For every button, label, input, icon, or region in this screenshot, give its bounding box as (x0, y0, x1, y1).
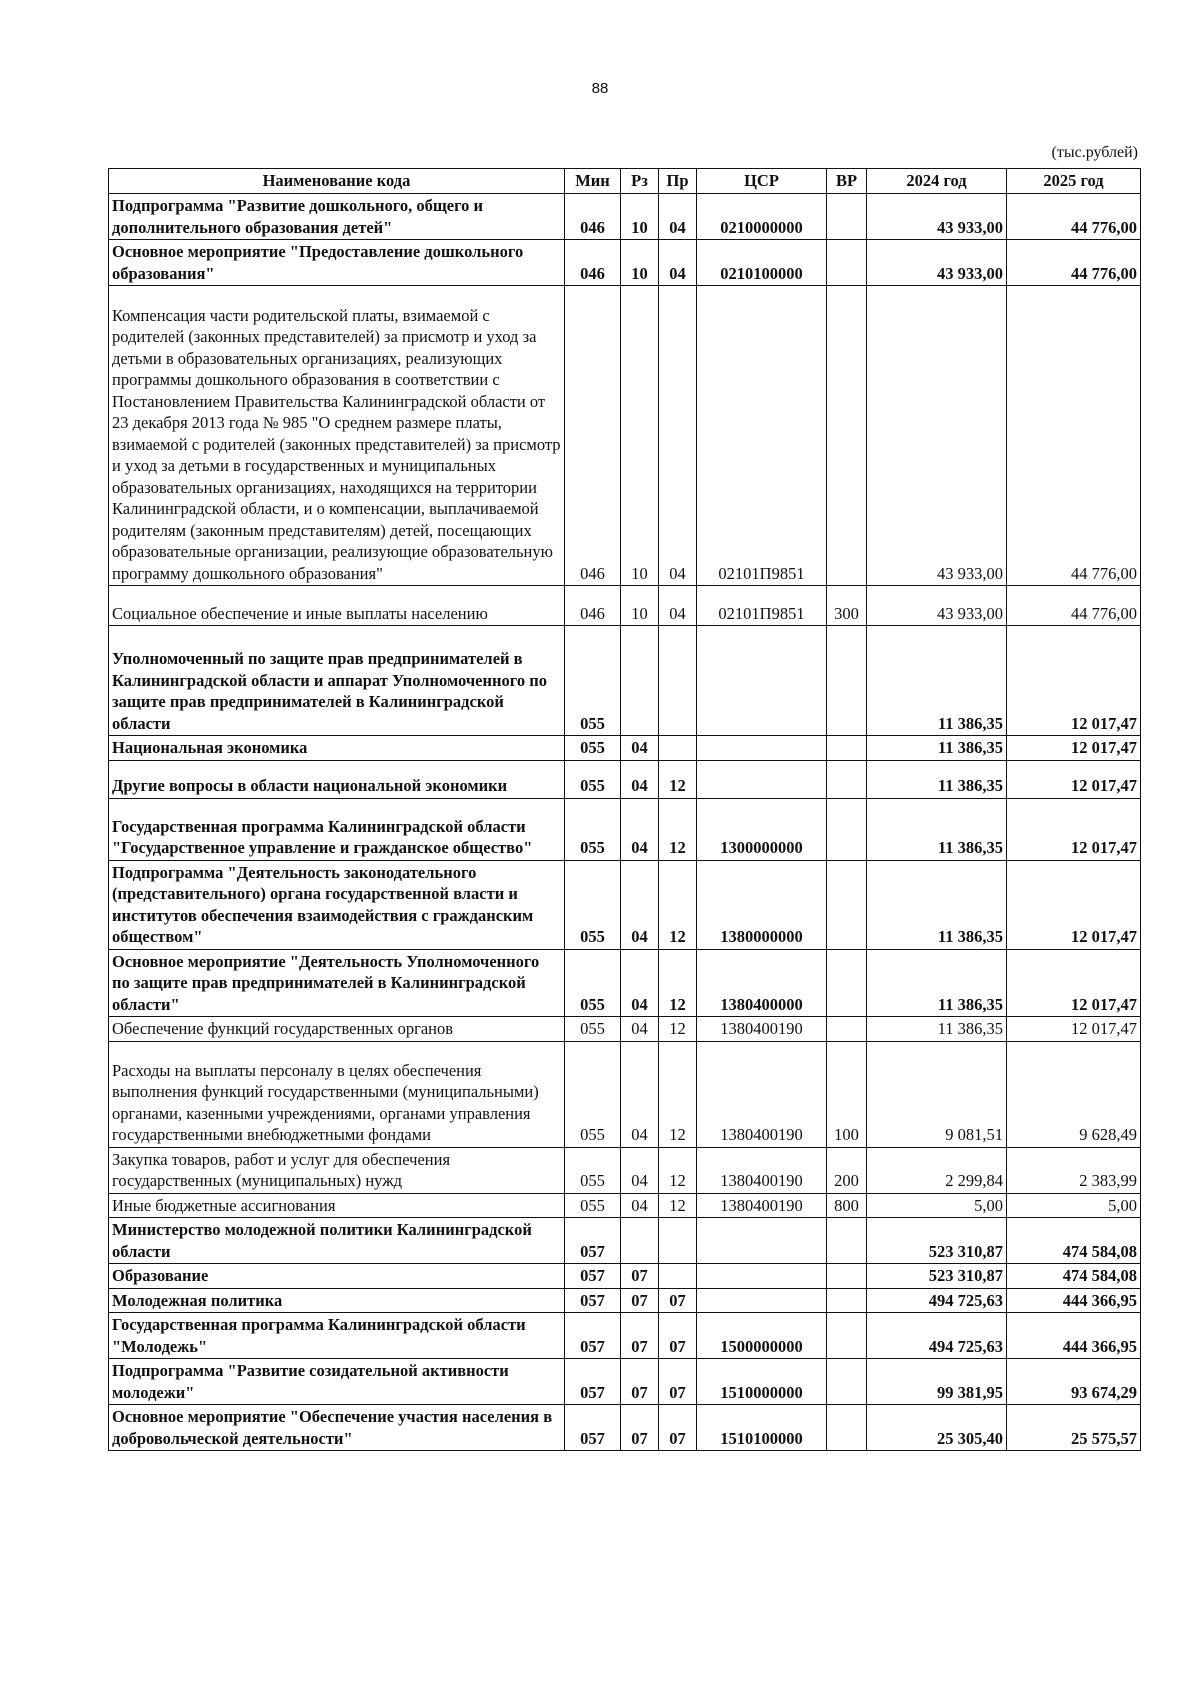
cell-min: 055 (565, 1041, 621, 1147)
cell-min: 055 (565, 760, 621, 798)
cell-min: 046 (565, 194, 621, 240)
cell-2024: 2 299,84 (867, 1147, 1007, 1193)
cell-rz: 04 (621, 1017, 659, 1042)
cell-2025: 444 366,95 (1007, 1288, 1141, 1313)
cell-min: 046 (565, 586, 621, 626)
cell-2024: 11 386,35 (867, 736, 1007, 761)
cell-vr (827, 860, 867, 949)
table-row (109, 1147, 1141, 1193)
cell-2025: 5,00 (1007, 1193, 1141, 1218)
cell-csr: 02101П9851 (697, 286, 827, 586)
cell-min: 055 (565, 1193, 621, 1218)
cell-rz: 07 (621, 1288, 659, 1313)
cell-pr (659, 1264, 697, 1289)
cell-name: Уполномоченный по защите прав предпринимателей в Калининградской области и аппарат Уполномоченного по защите прав предпринимателей в Калининградской области (109, 626, 565, 736)
units-label: (тыс.рублей) (1051, 144, 1138, 161)
cell-2024: 99 381,95 (867, 1359, 1007, 1405)
cell-vr (827, 286, 867, 586)
cell-pr: 12 (659, 949, 697, 1017)
cell-2024: 494 725,63 (867, 1288, 1007, 1313)
cell-2024: 494 725,63 (867, 1313, 1007, 1359)
cell-csr: 02101П9851 (697, 586, 827, 626)
cell-rz: 04 (621, 760, 659, 798)
cell-csr: 1510000000 (697, 1359, 827, 1405)
cell-rz: 04 (621, 860, 659, 949)
cell-csr: 1380400190 (697, 1193, 827, 1218)
cell-pr (659, 1218, 697, 1264)
cell-pr: 07 (659, 1313, 697, 1359)
cell-name: Расходы на выплаты персоналу в целях обеспечения выполнения функций государственными (муниципальными) органами, казенными учреждениями, органами управления государственными внебюджетными фондами (109, 1041, 565, 1147)
table-row (109, 1405, 1141, 1451)
cell-min: 055 (565, 860, 621, 949)
cell-vr: 200 (827, 1147, 867, 1193)
cell-min: 055 (565, 798, 621, 860)
cell-csr: 0210100000 (697, 240, 827, 286)
cell-2024: 11 386,35 (867, 626, 1007, 736)
cell-2025: 12 017,47 (1007, 760, 1141, 798)
table-row (109, 1218, 1141, 1264)
cell-pr (659, 736, 697, 761)
cell-name: Подпрограмма "Развитие дошкольного, общего и дополнительного образования детей" (109, 194, 565, 240)
cell-pr: 04 (659, 194, 697, 240)
cell-min: 057 (565, 1288, 621, 1313)
cell-name: Государственная программа Калининградской области "Государственное управление и гражданское общество" (109, 798, 565, 860)
cell-vr (827, 194, 867, 240)
cell-min: 055 (565, 626, 621, 736)
cell-name: Основное мероприятие "Деятельность Уполномоченного по защите прав предпринимателей в Калининградской области" (109, 949, 565, 1017)
cell-csr: 1380400190 (697, 1041, 827, 1147)
cell-pr: 12 (659, 1193, 697, 1218)
header-name: Наименование кода (109, 169, 565, 194)
cell-name: Иные бюджетные ассигнования (109, 1193, 565, 1218)
cell-2025: 474 584,08 (1007, 1264, 1141, 1289)
table-row (109, 1193, 1141, 1218)
cell-name: Государственная программа Калининградской области "Молодежь" (109, 1313, 565, 1359)
cell-name: Другие вопросы в области национальной экономики (109, 760, 565, 798)
cell-name: Подпрограмма "Деятельность законодательного (представительного) органа государственной власти и институтов обеспечения взаимодействия с гражданским обществом" (109, 860, 565, 949)
header-vr: ВР (827, 169, 867, 194)
header-pr: Пр (659, 169, 697, 194)
cell-2025: 12 017,47 (1007, 626, 1141, 736)
cell-2025: 25 575,57 (1007, 1405, 1141, 1451)
cell-rz: 04 (621, 798, 659, 860)
cell-csr: 1510100000 (697, 1405, 827, 1451)
cell-vr (827, 1017, 867, 1042)
cell-vr (827, 1288, 867, 1313)
cell-min: 046 (565, 286, 621, 586)
cell-rz: 04 (621, 1193, 659, 1218)
cell-min: 055 (565, 736, 621, 761)
cell-min: 055 (565, 1017, 621, 1042)
header-min: Мин (565, 169, 621, 194)
table-row (109, 240, 1141, 286)
cell-csr (697, 1288, 827, 1313)
header-2024: 2024 год (867, 169, 1007, 194)
cell-csr (697, 760, 827, 798)
cell-2024: 523 310,87 (867, 1218, 1007, 1264)
cell-vr (827, 1218, 867, 1264)
cell-min: 057 (565, 1264, 621, 1289)
cell-pr: 04 (659, 286, 697, 586)
cell-min: 057 (565, 1359, 621, 1405)
cell-rz: 04 (621, 949, 659, 1017)
cell-vr: 100 (827, 1041, 867, 1147)
table-row (109, 949, 1141, 1017)
cell-vr (827, 798, 867, 860)
cell-2025: 93 674,29 (1007, 1359, 1141, 1405)
cell-rz: 04 (621, 736, 659, 761)
cell-2025: 12 017,47 (1007, 860, 1141, 949)
cell-2024: 523 310,87 (867, 1264, 1007, 1289)
cell-vr (827, 1405, 867, 1451)
cell-rz (621, 626, 659, 736)
cell-csr: 1300000000 (697, 798, 827, 860)
cell-2025: 12 017,47 (1007, 736, 1141, 761)
header-2025: 2025 год (1007, 169, 1141, 194)
table-row (109, 1288, 1141, 1313)
cell-vr: 800 (827, 1193, 867, 1218)
cell-rz: 07 (621, 1359, 659, 1405)
cell-2025: 12 017,47 (1007, 798, 1141, 860)
cell-pr: 12 (659, 860, 697, 949)
cell-min: 046 (565, 240, 621, 286)
cell-name: Подпрограмма "Развитие созидательной активности молодежи" (109, 1359, 565, 1405)
table-row (109, 626, 1141, 736)
cell-2025: 12 017,47 (1007, 949, 1141, 1017)
cell-vr (827, 1264, 867, 1289)
cell-rz: 10 (621, 286, 659, 586)
cell-name: Закупка товаров, работ и услуг для обеспечения государственных (муниципальных) нужд (109, 1147, 565, 1193)
cell-vr (827, 736, 867, 761)
cell-csr: 1380400190 (697, 1017, 827, 1042)
cell-2024: 11 386,35 (867, 760, 1007, 798)
cell-name: Социальное обеспечение и иные выплаты населению (109, 586, 565, 626)
table-row (109, 1017, 1141, 1042)
cell-pr: 12 (659, 760, 697, 798)
cell-2024: 43 933,00 (867, 194, 1007, 240)
cell-2025: 9 628,49 (1007, 1041, 1141, 1147)
cell-rz: 10 (621, 240, 659, 286)
cell-2025: 44 776,00 (1007, 586, 1141, 626)
cell-csr (697, 1218, 827, 1264)
cell-rz: 04 (621, 1041, 659, 1147)
table-row (109, 798, 1141, 860)
header-csr: ЦСР (697, 169, 827, 194)
cell-vr (827, 760, 867, 798)
cell-name: Основное мероприятие "Предоставление дошкольного образования" (109, 240, 565, 286)
cell-name: Компенсация части родительской платы, взимаемой с родителей (законных представителей) за присмотр и уход за детьми в образовательных организациях, реализующих программы дошкольного образования в соответствии с Постановлением Правительства Калининградской области от 23 декабря 2013 года № 985 "О среднем размере платы, взимаемой с родителей (законных представителей) за присмотр и уход за детьми в государственных и муниципальных образовательных организациях, находящихся на территории Калининградской области, и о компенсации, выплачиваемой родителям (законным представителям) детей, посещающих образовательные организации, реализующие образовательную программу дошкольного образования" (109, 286, 565, 586)
cell-csr (697, 1264, 827, 1289)
cell-name: Министерство молодежной политики Калининградской области (109, 1218, 565, 1264)
header-rz: Рз (621, 169, 659, 194)
cell-name: Национальная экономика (109, 736, 565, 761)
cell-rz: 07 (621, 1405, 659, 1451)
cell-2025: 44 776,00 (1007, 286, 1141, 586)
table-row (109, 736, 1141, 761)
cell-name: Обеспечение функций государственных органов (109, 1017, 565, 1042)
cell-csr: 1380400000 (697, 949, 827, 1017)
cell-rz: 07 (621, 1264, 659, 1289)
table-header-row (109, 169, 1141, 194)
cell-2024: 11 386,35 (867, 1017, 1007, 1042)
table-row (109, 586, 1141, 626)
cell-pr: 04 (659, 586, 697, 626)
cell-name: Молодежная политика (109, 1288, 565, 1313)
cell-vr (827, 949, 867, 1017)
table-row (109, 760, 1141, 798)
cell-pr: 07 (659, 1405, 697, 1451)
table-row (109, 1264, 1141, 1289)
cell-vr: 300 (827, 586, 867, 626)
cell-rz (621, 1218, 659, 1264)
cell-vr (827, 626, 867, 736)
cell-2024: 43 933,00 (867, 286, 1007, 586)
cell-pr: 12 (659, 1147, 697, 1193)
cell-rz: 04 (621, 1147, 659, 1193)
cell-2025: 12 017,47 (1007, 1017, 1141, 1042)
cell-2024: 11 386,35 (867, 949, 1007, 1017)
table-row (109, 194, 1141, 240)
cell-csr: 1500000000 (697, 1313, 827, 1359)
cell-2025: 444 366,95 (1007, 1313, 1141, 1359)
cell-rz: 07 (621, 1313, 659, 1359)
cell-name: Основное мероприятие "Обеспечение участия населения в добровольческой деятельности" (109, 1405, 565, 1451)
cell-csr: 1380000000 (697, 860, 827, 949)
cell-vr (827, 1313, 867, 1359)
cell-vr (827, 1359, 867, 1405)
cell-rz: 10 (621, 194, 659, 240)
table-row (109, 1359, 1141, 1405)
cell-2024: 11 386,35 (867, 798, 1007, 860)
budget-table (108, 168, 1141, 1451)
cell-2025: 2 383,99 (1007, 1147, 1141, 1193)
cell-csr: 0210000000 (697, 194, 827, 240)
cell-pr (659, 626, 697, 736)
cell-2024: 43 933,00 (867, 586, 1007, 626)
cell-csr (697, 736, 827, 761)
cell-min: 057 (565, 1405, 621, 1451)
cell-csr: 1380400190 (697, 1147, 827, 1193)
cell-pr: 12 (659, 798, 697, 860)
cell-2024: 11 386,35 (867, 860, 1007, 949)
cell-vr (827, 240, 867, 286)
page-number: 88 (591, 80, 609, 97)
cell-min: 055 (565, 949, 621, 1017)
cell-min: 057 (565, 1218, 621, 1264)
cell-2024: 5,00 (867, 1193, 1007, 1218)
cell-2025: 474 584,08 (1007, 1218, 1141, 1264)
cell-min: 055 (565, 1147, 621, 1193)
cell-csr (697, 626, 827, 736)
table-row (109, 1313, 1141, 1359)
cell-pr: 12 (659, 1017, 697, 1042)
cell-2025: 44 776,00 (1007, 240, 1141, 286)
cell-2025: 44 776,00 (1007, 194, 1141, 240)
cell-rz: 10 (621, 586, 659, 626)
cell-pr: 12 (659, 1041, 697, 1147)
table-row (109, 860, 1141, 949)
cell-2024: 43 933,00 (867, 240, 1007, 286)
table-row (109, 286, 1141, 586)
cell-pr: 07 (659, 1359, 697, 1405)
cell-min: 057 (565, 1313, 621, 1359)
cell-2024: 9 081,51 (867, 1041, 1007, 1147)
cell-2024: 25 305,40 (867, 1405, 1007, 1451)
cell-pr: 07 (659, 1288, 697, 1313)
table-row (109, 1041, 1141, 1147)
cell-name: Образование (109, 1264, 565, 1289)
cell-pr: 04 (659, 240, 697, 286)
